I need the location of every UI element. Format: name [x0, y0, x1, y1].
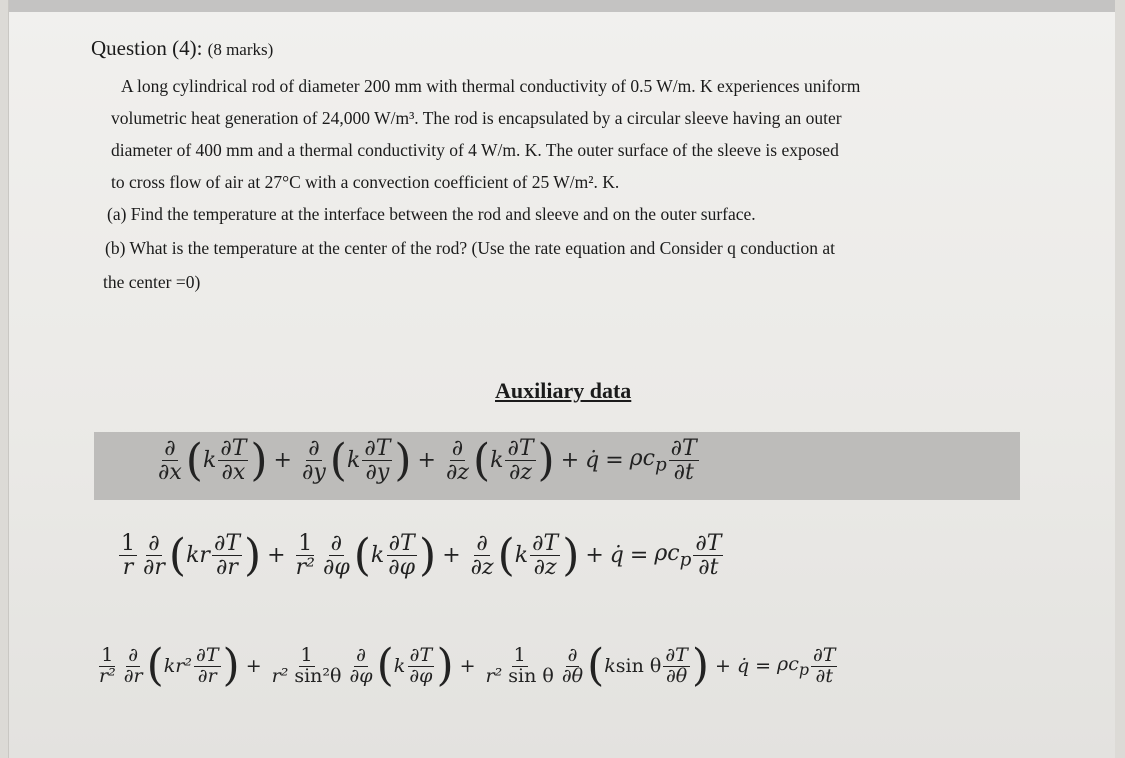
part-b-line-2: the center =0)	[103, 272, 201, 292]
equation-cartesian: $\frac{\partial}{\partial x}$ ( k $\frac{\partial T}{\partial x}$ ) + $\frac{\partial}{\partial y}$ ( k $\frac{\partial T}{\partial y}$ ) + $\frac{\partial}{\partial z}$ ( k $\frac{\partial T}{\partial z}$ ) + q̇ = $\rho c_p$ $\frac{\partial T}{\partial t}$	[158, 434, 697, 486]
equation-cylindrical: $\frac{1}{r}$ $\frac{\partial}{\partial r}$ ( kr $\frac{\partial T}{\partial r}$ ) + $\frac{1}{\text{r²}}$ $\frac{\partial}{\partial\varphi}$ ( k $\frac{\partial T}{\partial\varphi}$ ) + $\frac{\partial}{\partial z}$ ( k $\frac{\partial T}{\partial z}$ ) + q̇ = $\rho c_p$ $\frac{\partial T}{\partial t}$	[121, 529, 722, 581]
problem-line-3: diameter of 400 mm and a thermal conductivity of 4 W/m. K. The outer surface of the sleeve is exposed	[111, 140, 839, 160]
part-a: (a) Find the temperature at the interface between the rod and sleeve and on the outer surface.	[107, 204, 756, 224]
problem-line-4: to cross flow of air at 27°C with a convection coefficient of 25 W/m². K.	[111, 172, 620, 192]
problem-line-2: volumetric heat generation of 24,000 W/m³. The rod is encapsulated by a circular sleeve having an outer	[111, 108, 842, 128]
problem-line-1: A long cylindrical rod of diameter 200 mm with thermal conductivity of 0.5 W/m. K experiences uniform	[121, 76, 861, 96]
equation-spherical: $\frac{1}{\text{r²}}$ $\frac{\partial}{\partial r}$ ( kr² $\frac{\partial T}{\partial r}$ ) + $\frac{1}{\text{r² sin²θ}}$ $\frac{\partial}{\partial\varphi}$ ( k $\frac{\partial T}{\partial\varphi}$ ) + $\frac{1}{\text{r² sin θ}}$ $\frac{\partial}{\partial\theta}$ ( k sin θ $\frac{\partial T}{\partial\theta}$ ) + q̇ = $\rho c_p$ $\frac{\partial T}{\partial t}$	[99, 640, 836, 691]
question-number: Question (4):	[91, 36, 203, 60]
question-title	[91, 36, 273, 61]
part-b-line-1: (b) What is the temperature at the center of the rod? (Use the rate equation and Consider q conduction at	[105, 238, 836, 258]
paper-top-edge	[9, 0, 1115, 12]
question-marks: (8 marks)	[207, 40, 274, 59]
auxiliary-title: Auxiliary data	[495, 378, 632, 403]
exam-paper	[8, 0, 1115, 758]
